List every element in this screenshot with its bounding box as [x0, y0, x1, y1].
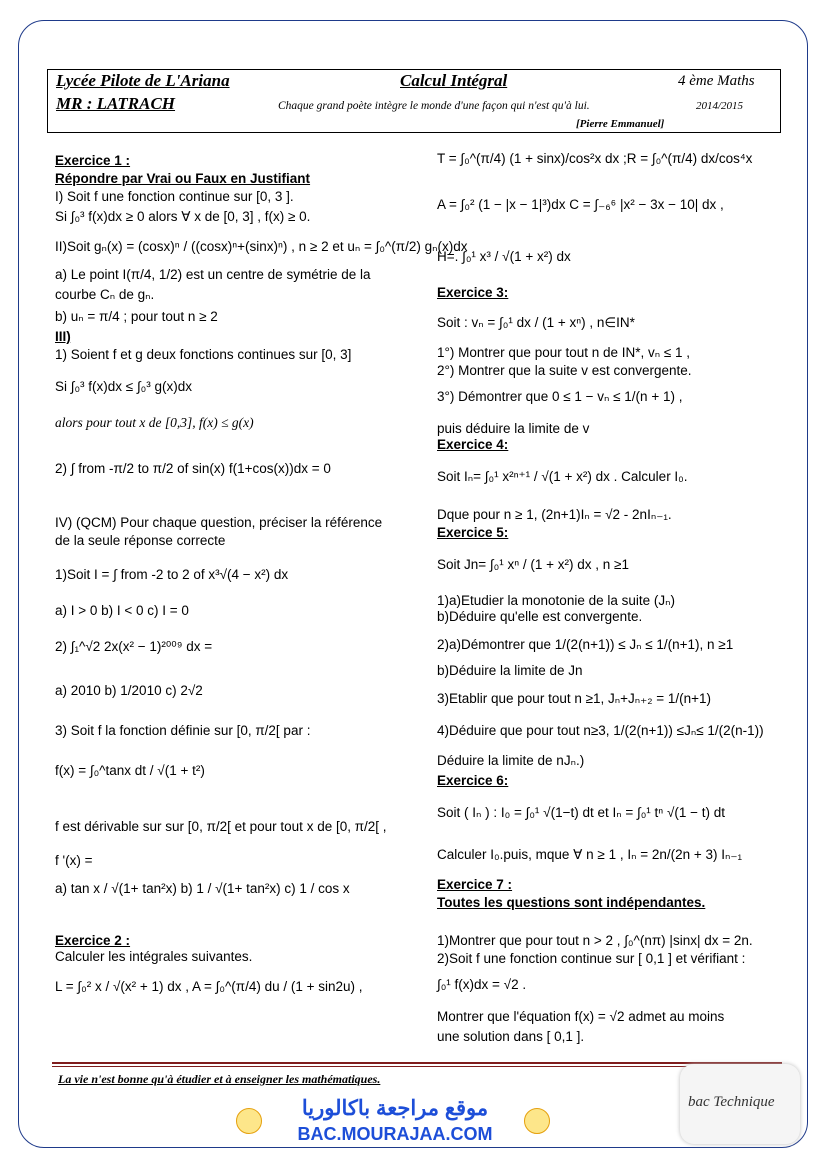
text-line: H=. ∫₀¹ x³ / √(1 + x²) dx [437, 249, 571, 264]
text-line: 1) Soient f et g deux fonctions continues sur [0, 3] [55, 347, 352, 362]
text-line: de la seule réponse correcte [55, 533, 226, 548]
teacher-name: MR : LATRACH [56, 94, 176, 113]
text-line: 4)Déduire que pour tout n≥3, 1/(2(n+1)) ≤Jₙ≤ 1/(2(n-1)) [437, 723, 764, 738]
book-logo-icon [236, 1108, 262, 1134]
text-line: 1°) Montrer que pour tout n de IN*, vₙ ≤ 1 , [437, 345, 691, 360]
right-column [437, 150, 797, 1050]
text-line: 2)Soit f une fonction continue sur [ 0,1 ] et vérifiant : [437, 951, 746, 966]
quote: Chaque grand poète intègre le monde d'une façon qui n'est qu'à lui. [278, 100, 590, 112]
text-line: a) 2010 b) 1/2010 c) 2√2 [55, 683, 203, 698]
text-line: IV) (QCM) Pour chaque question, préciser la référence [55, 515, 383, 530]
text-line: Soit Iₙ= ∫₀¹ x²ⁿ⁺¹ / √(1 + x²) dx . Calculer I₀. [437, 469, 688, 484]
text-line: Exercice 7 : [437, 877, 513, 892]
text-line: b)Déduire qu'elle est convergente. [437, 609, 643, 624]
text-line: 3)Etablir que pour tout n ≥1, Jₙ+Jₙ₊₂ = 1/(n+1) [437, 691, 712, 706]
school-year: 2014/2015 [696, 100, 744, 112]
text-line: L = ∫₀² x / √(x² + 1) dx , A = ∫₀^(π/4) du / (1 + sin2u) , [55, 979, 363, 994]
text-line: III) [55, 329, 71, 344]
text-line: une solution dans [ 0,1 ]. [437, 1029, 585, 1044]
text-line: Calculer les intégrales suivantes. [55, 949, 253, 964]
quote-author: [Pierre Emmanuel] [576, 118, 665, 130]
text-line: ∫₀¹ f(x)dx = √2 . [437, 977, 527, 992]
text-line: f '(x) = [55, 853, 93, 868]
text-line: Si ∫₀³ f(x)dx ≤ ∫₀³ g(x)dx [55, 379, 193, 394]
text-line: f(x) = ∫₀^tanx dt / √(1 + t²) [55, 763, 205, 778]
text-line: Déduire la limite de nJₙ.) [437, 753, 585, 768]
site-url[interactable]: BAC.MOURAJAA.COM [297, 1124, 493, 1144]
text-line: 2) ∫₁^√2 2x(x² − 1)²⁰⁰⁹ dx = [55, 639, 213, 654]
text-line: f est dérivable sur sur [0, π/2[ et pour tout x de [0, π/2[ , [55, 819, 387, 834]
site-name-arabic: موقع مراجعة باكالوريا [301, 1097, 489, 1120]
text-line: a) I > 0 b) I < 0 c) I = 0 [55, 603, 189, 618]
footer-divider-thin [52, 1066, 782, 1067]
text-line: Répondre par Vrai ou Faux en Justifiant [55, 171, 311, 186]
text-line: Soit Jn= ∫₀¹ xⁿ / (1 + x²) dx , n ≥1 [437, 557, 629, 572]
school-name: Lycée Pilote de L'Ariana [56, 71, 230, 90]
text-line: 3) Soit f la fonction définie sur [0, π/2[ par : [55, 723, 311, 738]
page-title: Calcul Intégral [400, 71, 508, 90]
book-logo-icon [524, 1108, 550, 1134]
text-line: 2) ∫ from -π/2 to π/2 of sin(x) f(1+cos(x))dx = 0 [55, 461, 331, 476]
text-line: A = ∫₀² (1 − |x − 1|³)dx C = ∫₋₆⁶ |x² − 3x − 10| dx , [437, 197, 724, 212]
text-line: b)Déduire la limite de Jn [437, 663, 583, 678]
text-line: Si ∫₀³ f(x)dx ≥ 0 alors ∀ x de [0, 3] , f(x) ≥ 0. [55, 209, 311, 224]
text-line: 1)Montrer que pour tout n > 2 , ∫₀^(nπ) |sinx| dx = 2n. [437, 933, 753, 948]
text-line: courbe Cₙ de gₙ. [55, 287, 155, 302]
text-line: puis déduire la limite de v [437, 421, 590, 436]
footer-motto: La vie n'est bonne qu'à étudier et à enseigner les mathématiques. [58, 1072, 381, 1086]
text-line: 2°) Montrer que la suite v est convergente. [437, 363, 692, 378]
text-line: I) Soit f une fonction continue sur [0, 3 ]. [55, 189, 294, 204]
text-line: 1)a)Etudier la monotonie de la suite (Jₙ) [437, 593, 675, 608]
text-line: Dque pour n ≥ 1, (2n+1)Iₙ = √2 - 2nIₙ₋₁. [437, 507, 672, 522]
text-line: a) Le point I(π/4, 1/2) est un centre de symétrie de la [55, 267, 371, 282]
bac-technique-badge [680, 1064, 800, 1144]
text-line: Soit : vₙ = ∫₀¹ dx / (1 + xⁿ) , n∈IN* [437, 315, 635, 330]
text-line: Exercice 6: [437, 773, 509, 788]
text-line: Exercice 3: [437, 285, 509, 300]
text-line: 2)a)Démontrer que 1/(2(n+1)) ≤ Jₙ ≤ 1/(n+1), n ≥1 [437, 637, 734, 652]
document-header [47, 69, 781, 133]
text-line: Toutes les questions sont indépendantes. [437, 895, 706, 910]
footer-divider [52, 1062, 782, 1064]
text-line: alors pour tout x de [0,3], f(x) ≤ g(x) [55, 415, 254, 430]
text-line: Exercice 2 : [55, 933, 131, 948]
text-line: Exercice 5: [437, 525, 509, 540]
text-line: Exercice 1 : [55, 153, 131, 168]
text-line: II)Soit gₙ(x) = (cosx)ⁿ / ((cosx)ⁿ+(sinx)ⁿ) , n ≥ 2 et uₙ = ∫₀^(π/2) gₙ(x)dx [55, 239, 468, 254]
text-line: Montrer que l'équation f(x) = √2 admet au moins [437, 1009, 725, 1024]
text-line: a) tan x / √(1+ tan²x) b) 1 / √(1+ tan²x) c) 1 / cos x [55, 881, 350, 896]
text-line: 3°) Démontrer que 0 ≤ 1 − vₙ ≤ 1/(n + 1) , [437, 389, 683, 404]
text-line: T = ∫₀^(π/4) (1 + sinx)/cos²x dx ;R = ∫₀^(π/4) dx/cos⁴x [437, 151, 753, 166]
class-level: 4 ème Maths [678, 73, 755, 89]
badge-text: bac Technique [688, 1094, 775, 1110]
text-line: Soit ( Iₙ ) : I₀ = ∫₀¹ √(1−t) dt et Iₙ = ∫₀¹ tⁿ √(1 − t) dt [437, 805, 726, 820]
left-column [55, 152, 468, 1052]
text-line: Exercice 4: [437, 437, 509, 452]
text-line: b) uₙ = π/4 ; pour tout n ≥ 2 [55, 309, 218, 324]
text-line: Calculer I₀.puis, mque ∀ n ≥ 1 , Iₙ = 2n/(2n + 3) Iₙ₋₁ [437, 847, 743, 862]
text-line: 1)Soit I = ∫ from -2 to 2 of x³√(4 − x²) dx [55, 567, 289, 582]
